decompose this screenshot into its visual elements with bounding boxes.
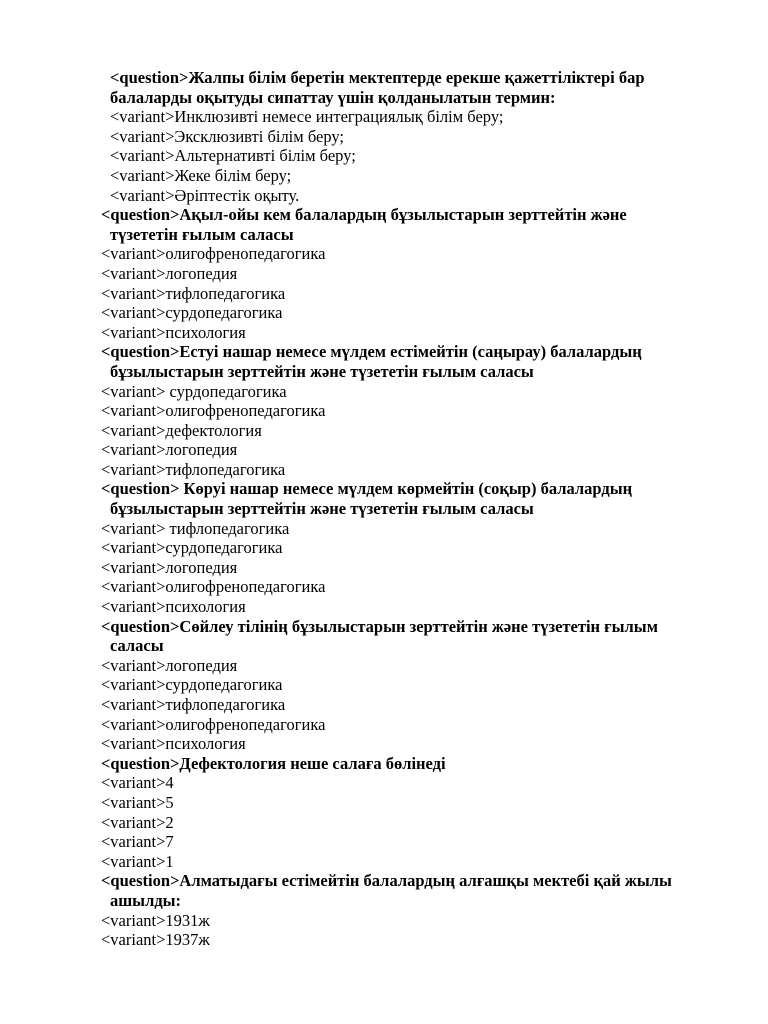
answer-variant: <variant>сурдопедагогика	[101, 675, 283, 695]
question-text: <question>Естуі нашар немесе мүлдем естімейтін (саңырау) балалардың	[101, 342, 642, 362]
answer-variant: <variant>дефектология	[101, 420, 262, 440]
answer-variant: <variant>логопедия	[101, 557, 238, 577]
answer-variant: <variant>1931ж	[101, 910, 210, 930]
answer-variant: <variant>олигофренопедагогика	[101, 401, 326, 421]
question-text: <question>Дефектология неше салаға бөлінеді	[101, 753, 446, 773]
answer-variant: <variant>сурдопедагогика	[101, 538, 283, 558]
answer-variant: <variant>тифлопедагогика	[101, 283, 286, 303]
answer-variant: <variant>2	[101, 812, 174, 832]
question-block	[0, 754, 768, 872]
question-text: <question>Сөйлеу тілінің бұзылыстарын зерттейтін және түзететін ғылым	[101, 616, 658, 636]
answer-variant: <variant> тифлопедагогика	[101, 518, 290, 538]
answer-variant: <variant>Альтернативті білім беру;	[110, 146, 356, 166]
answer-variant: <variant>тифлопедагогика	[101, 459, 286, 479]
question-block	[0, 342, 768, 479]
answer-variant: <variant>1	[101, 851, 174, 871]
question-text-continuation: бұзылыстарын зерттейтін және түзететін ғылым саласы	[110, 361, 534, 381]
answer-variant: <variant>Әріптестік оқыту.	[110, 185, 300, 205]
answer-variant: <variant>логопедия	[101, 440, 238, 460]
answer-variant: <variant>психология	[101, 597, 246, 617]
question-text-continuation: бұзылыстарын зерттейтін және түзететін ғылым саласы	[110, 499, 534, 519]
answer-variant: <variant>психология	[101, 734, 246, 754]
question-block	[0, 205, 768, 342]
document-page	[0, 68, 768, 950]
question-text-continuation: саласы	[110, 636, 164, 656]
answer-variant: <variant>олигофренопедагогика	[101, 714, 326, 734]
answer-variant: <variant>сурдопедагогика	[101, 303, 283, 323]
answer-variant: <variant>олигофренопедагогика	[101, 244, 326, 264]
answer-variant: <variant>4	[101, 773, 174, 793]
question-text-continuation: ашылды:	[110, 890, 182, 910]
question-text-continuation: балаларды оқытуды сипаттау үшін қолданылатын термин:	[110, 87, 556, 107]
answer-variant: <variant>олигофренопедагогика	[101, 577, 326, 597]
answer-variant: <variant>5	[101, 792, 174, 812]
answer-variant: <variant>Эксклюзивті білім беру;	[110, 126, 344, 146]
question-text: <question>Жалпы білім беретін мектептерде ерекше қажеттіліктері бар	[110, 68, 645, 87]
answer-variant: <variant>логопедия	[101, 263, 238, 283]
question-block	[0, 617, 768, 754]
question-block	[0, 479, 768, 616]
answer-variant: <variant> сурдопедагогика	[101, 381, 287, 401]
question-text: <question>Алматыдағы естімейтін балалардың алғашқы мектебі қай жылы	[101, 871, 672, 891]
answer-variant: <variant>Жеке білім беру;	[110, 165, 292, 185]
question-text-continuation: түзететін ғылым саласы	[110, 224, 294, 244]
answer-variant: <variant>логопедия	[101, 655, 238, 675]
question-text: <question>Ақыл-ойы кем балалардың бұзылыстарын зерттейтін және	[101, 205, 627, 225]
answer-variant: <variant>тифлопедагогика	[101, 695, 286, 714]
answer-variant: <variant>психология	[101, 322, 246, 342]
question-text: <question> Көруі нашар немесе мүлдем көрмейтін (соқыр) балалардың	[101, 479, 633, 499]
answer-variant: <variant>7	[101, 832, 174, 852]
question-block	[0, 871, 768, 949]
question-block	[0, 68, 768, 205]
answer-variant: <variant>Инклюзивті немесе интеграциялық білім беру;	[110, 107, 504, 127]
answer-variant: <variant>1937ж	[101, 930, 210, 950]
